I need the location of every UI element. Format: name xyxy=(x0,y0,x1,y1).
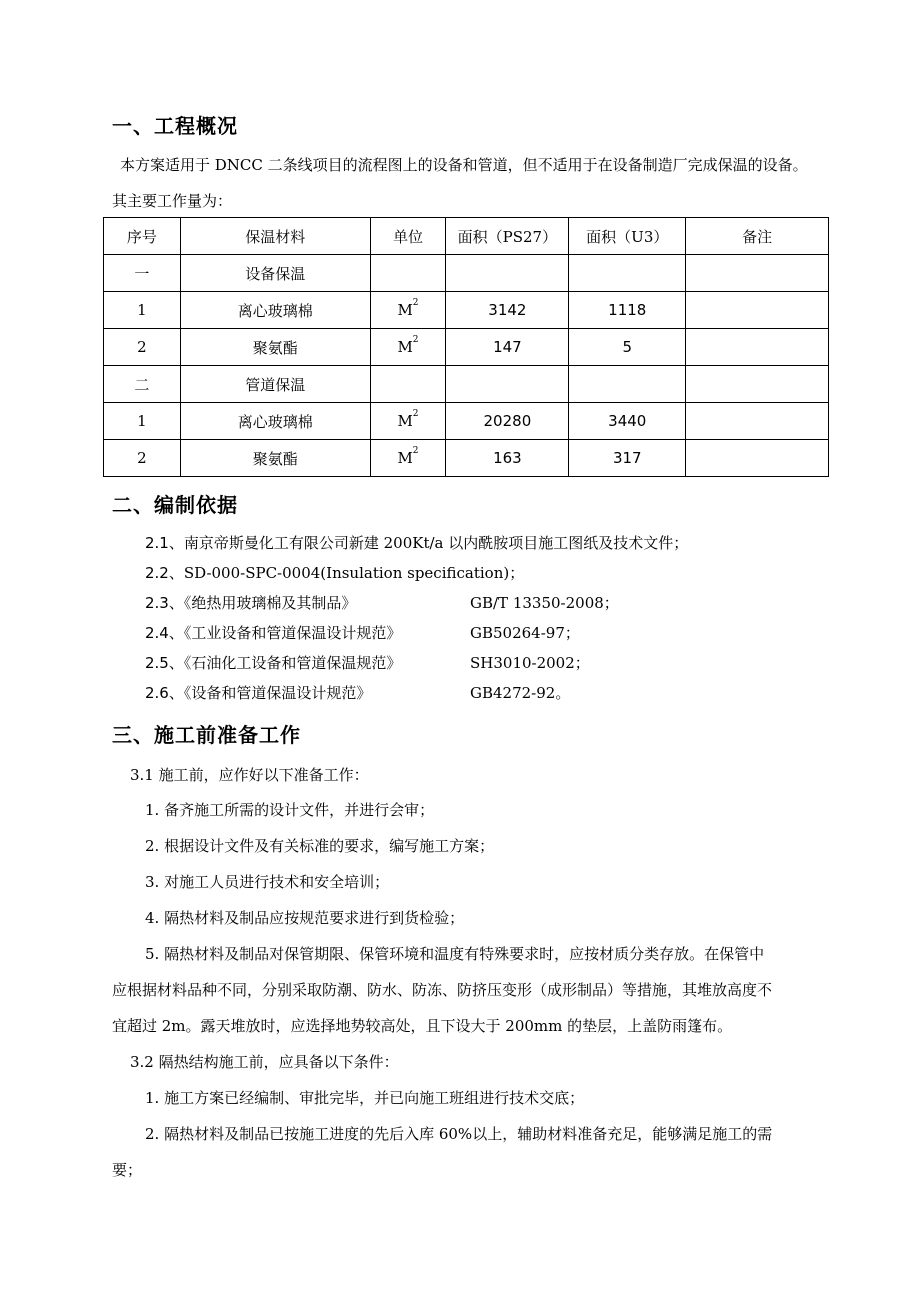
cell-no: 2 xyxy=(104,329,181,366)
cell-unit: $M^2$ xyxy=(370,403,446,440)
cell-ps27: 3142 xyxy=(446,292,569,329)
intro-paragraph: 本方案适用于 DNCC 二条线项目的流程图上的设备和管道，但不适用于在设备制造厂完成保温的设备。 xyxy=(120,156,808,174)
cell-note xyxy=(686,292,829,329)
list-item: 5. 隔热材料及制品对保管期限、保管环境和温度有特殊要求时，应按材质分类存放。在保管中 xyxy=(145,945,765,963)
workload-table xyxy=(103,217,829,477)
cell-no: 一 xyxy=(104,255,181,292)
list-item-continued: 要； xyxy=(112,1161,143,1179)
list-item-continued: 应根据材料品种不同，分别采取防潮、防水、防冻、防挤压变形（成形制品）等措施，其堆放高度不 xyxy=(112,981,773,999)
list-item: 2. 根据设计文件及有关标准的要求，编写施工方案； xyxy=(145,837,495,855)
standard-code: SH3010-2002； xyxy=(470,654,590,672)
list-item-continued: 宜超过 2m。露天堆放时，应选择地势较高处，且下设大于 200mm 的垫层，上盖防雨篷布。 xyxy=(112,1017,733,1035)
cell-u3 xyxy=(569,255,686,292)
table-row xyxy=(104,292,829,329)
list-item: 1. 施工方案已经编制、审批完毕，并已向施工班组进行技术交底； xyxy=(145,1089,585,1107)
cell-ps27: 20280 xyxy=(446,403,569,440)
reference-item: 2.3、《绝热用玻璃棉及其制品》 GB/T 13350-2008； xyxy=(145,594,619,612)
section-2-title: 二、编制依据 xyxy=(112,493,238,517)
cell-unit: $M^2$ xyxy=(370,329,446,366)
cell-note xyxy=(686,440,829,477)
cell-material: 离心玻璃棉 xyxy=(180,292,370,329)
section-3-title: 三、施工前准备工作 xyxy=(112,723,301,747)
cell-u3: 5 xyxy=(569,329,686,366)
cell-ps27 xyxy=(446,366,569,403)
table-row xyxy=(104,329,829,366)
cell-unit: $M^2$ xyxy=(370,440,446,477)
reference-item: 2.5、《石油化工设备和管道保温规范》 SH3010-2002； xyxy=(145,654,590,672)
cell-note xyxy=(686,255,829,292)
table-row xyxy=(104,403,829,440)
cell-ps27: 147 xyxy=(446,329,569,366)
section-1-title: 一、工程概况 xyxy=(112,114,238,138)
header-material: 保温材料 xyxy=(180,218,370,255)
cell-material: 聚氨酯 xyxy=(180,440,370,477)
cell-note xyxy=(686,329,829,366)
table-row xyxy=(104,366,829,403)
cell-note xyxy=(686,366,829,403)
cell-material: 管道保温 xyxy=(180,366,370,403)
table-row xyxy=(104,440,829,477)
cell-unit xyxy=(370,366,446,403)
cell-material: 设备保温 xyxy=(180,255,370,292)
header-note: 备注 xyxy=(686,218,829,255)
cell-u3: 317 xyxy=(569,440,686,477)
cell-u3: 1118 xyxy=(569,292,686,329)
cell-no: 1 xyxy=(104,292,181,329)
standard-code: GB50264-97； xyxy=(470,624,580,642)
list-item: 2. 隔热材料及制品已按施工进度的先后入库 60%以上，辅助材料准备充足，能够满足施工的需 xyxy=(145,1125,773,1143)
header-area-u3: 面积（U3） xyxy=(569,218,686,255)
header-unit: 单位 xyxy=(370,218,446,255)
cell-no: 二 xyxy=(104,366,181,403)
workload-label: 其主要工作量为： xyxy=(112,192,233,210)
list-item: 4. 隔热材料及制品应按规范要求进行到货检验； xyxy=(145,909,465,927)
reference-item: 2.2、SD-000-SPC-0004(Insulation specification)； xyxy=(145,564,525,582)
cell-unit xyxy=(370,255,446,292)
standard-code: GB/T 13350-2008； xyxy=(470,594,619,612)
list-item: 3. 对施工人员进行技术和安全培训； xyxy=(145,873,390,891)
table-row xyxy=(104,255,829,292)
cell-u3 xyxy=(569,366,686,403)
cell-unit: $M^2$ xyxy=(370,292,446,329)
cell-material: 离心玻璃棉 xyxy=(180,403,370,440)
paragraph-3-2: 3.2 隔热结构施工前，应具备以下条件： xyxy=(130,1053,399,1071)
header-area-ps27: 面积（PS27） xyxy=(446,218,569,255)
cell-no: 1 xyxy=(104,403,181,440)
header-no: 序号 xyxy=(104,218,181,255)
reference-item: 2.1、南京帝斯曼化工有限公司新建 200Kt/a 以内酰胺项目施工图纸及技术文件； xyxy=(145,534,689,552)
standard-code: GB4272-92。 xyxy=(470,684,571,702)
cell-no: 2 xyxy=(104,440,181,477)
cell-material: 聚氨酯 xyxy=(180,329,370,366)
cell-ps27: 163 xyxy=(446,440,569,477)
list-item: 1. 备齐施工所需的设计文件，并进行会审； xyxy=(145,801,435,819)
reference-item: 2.6、《设备和管道保温设计规范》 GB4272-92。 xyxy=(145,684,571,702)
cell-ps27 xyxy=(446,255,569,292)
cell-u3: 3440 xyxy=(569,403,686,440)
reference-item: 2.4、《工业设备和管道保温设计规范》 GB50264-97； xyxy=(145,624,580,642)
table-header-row xyxy=(104,218,829,255)
cell-note xyxy=(686,403,829,440)
paragraph-3-1: 3.1 施工前，应作好以下准备工作： xyxy=(130,766,369,784)
